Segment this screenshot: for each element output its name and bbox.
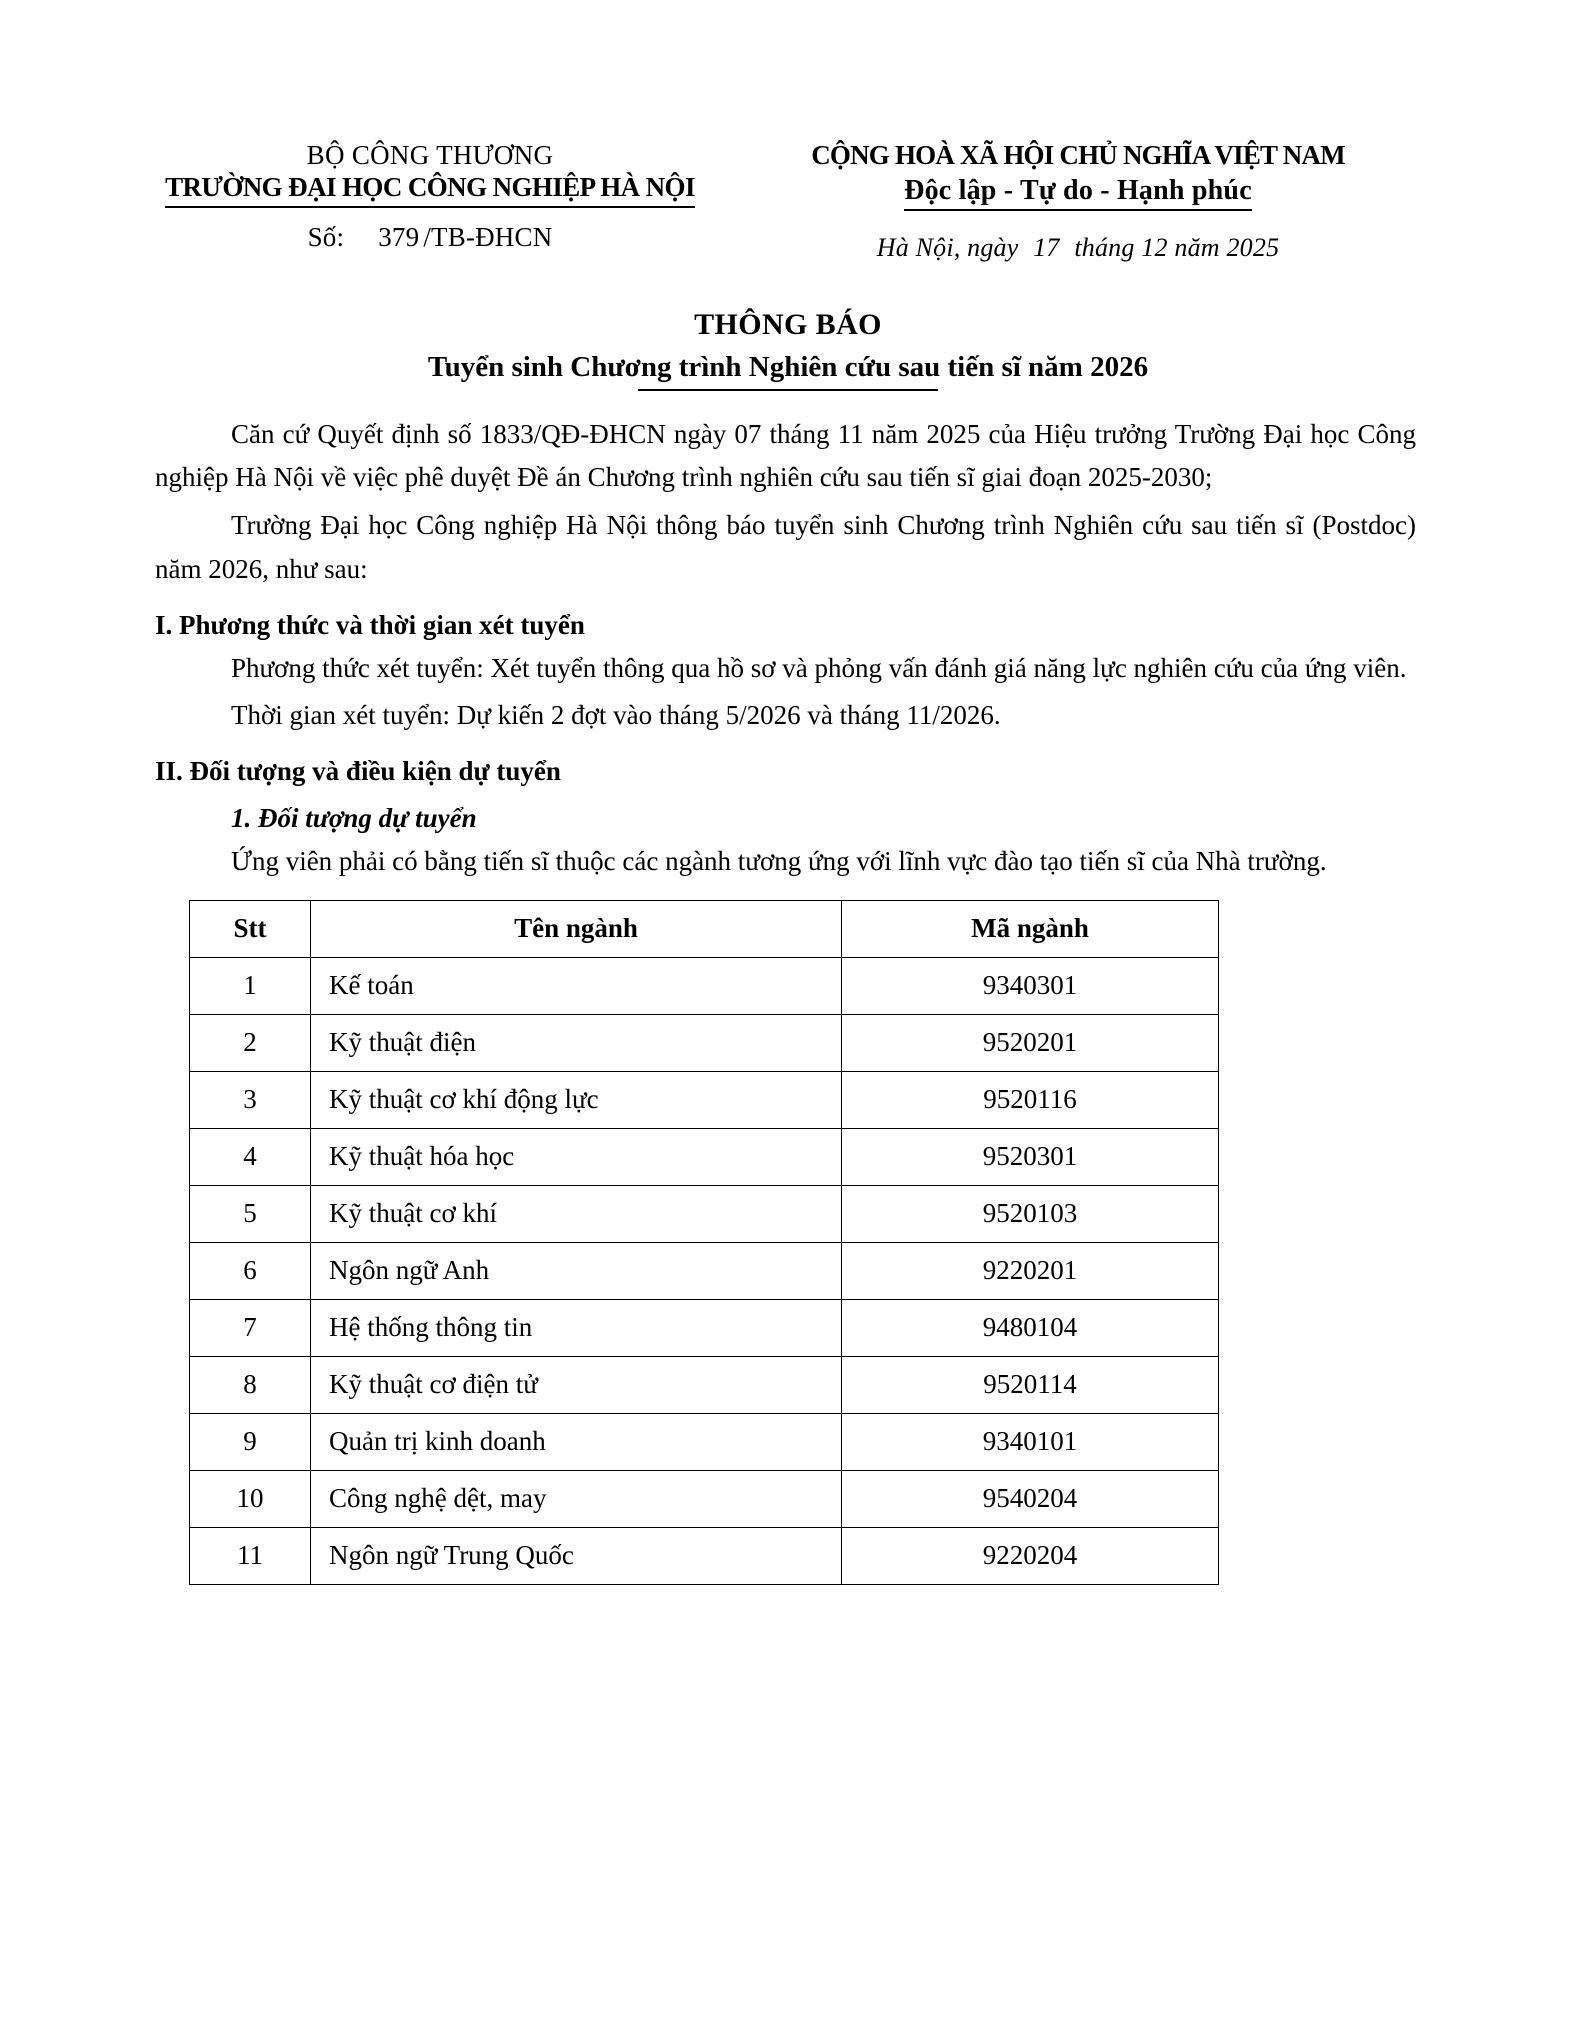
table-row [190, 1470, 1219, 1527]
majors-table-wrapper [0, 900, 1576, 1585]
table-row [190, 1071, 1219, 1128]
cell-major-name: Ngôn ngữ Anh [311, 1242, 842, 1299]
cell-stt: 3 [190, 1071, 311, 1128]
majors-table-head [190, 900, 1219, 957]
cell-major-code: 9220201 [842, 1242, 1219, 1299]
table-row [190, 1527, 1219, 1584]
date-year-label: năm [1174, 232, 1220, 262]
document-title: THÔNG BÁO [694, 307, 882, 341]
majors-table [189, 900, 1219, 1585]
national-motto: Độc lập - Tự do - Hạnh phúc [904, 174, 1252, 211]
cell-major-name: Quản trị kinh doanh [311, 1413, 842, 1470]
cell-major-name: Kỹ thuật cơ khí [311, 1185, 842, 1242]
table-row [190, 1242, 1219, 1299]
cell-major-code: 9480104 [842, 1299, 1219, 1356]
cell-major-code: 9520103 [842, 1185, 1219, 1242]
paragraph-eligibility: Ứng viên phải có bằng tiến sĩ thuộc các ngành tương ứng với lĩnh vực đào tạo tiến sĩ của Nhà trường. [231, 845, 1327, 876]
cell-stt: 8 [190, 1356, 311, 1413]
university-name: TRƯỜNG ĐẠI HỌC CÔNG NGHIỆP HÀ NỘI [165, 172, 695, 208]
cell-stt: 10 [190, 1470, 311, 1527]
document-number-value: 379 [378, 221, 420, 252]
document-number-suffix: /TB-ĐHCN [423, 221, 553, 252]
document-number-label: Số: [307, 221, 345, 252]
column-header-code: Mã ngành [842, 900, 1219, 957]
cell-major-name: Kỹ thuật cơ điện tử [311, 1356, 842, 1413]
title-block [0, 308, 1576, 391]
cell-stt: 9 [190, 1413, 311, 1470]
date-year: 2025 [1226, 232, 1280, 262]
column-header-name: Tên ngành [311, 900, 842, 957]
paragraph-schedule: Thời gian xét tuyển: Dự kiến 2 đợt vào tháng 5/2026 và tháng 11/2026. [231, 700, 1001, 731]
table-row [190, 1413, 1219, 1470]
section-heading-1: I. Phương thức và thời gian xét tuyển [155, 609, 585, 640]
cell-major-name: Kế toán [311, 957, 842, 1014]
cell-stt: 6 [190, 1242, 311, 1299]
document-body [0, 413, 1576, 884]
cell-stt: 5 [190, 1185, 311, 1242]
cell-major-name: Hệ thống thông tin [311, 1299, 842, 1356]
cell-major-name: Kỹ thuật điện [311, 1014, 842, 1071]
document-subtitle: Tuyển sinh Chương trình Nghiên cứu sau tiến sĩ năm 2026 [427, 350, 1149, 383]
cell-major-code: 9520114 [842, 1356, 1219, 1413]
national-title: CỘNG HOÀ XÃ HỘI CHỦ NGHĨA VIỆT NAM [811, 140, 1345, 170]
section-heading-2: II. Đối tượng và điều kiện dự tuyển [155, 755, 561, 786]
subsection-heading-1: 1. Đối tượng dự tuyển [231, 802, 477, 833]
cell-stt: 7 [190, 1299, 311, 1356]
cell-major-code: 9520301 [842, 1128, 1219, 1185]
date-month: 12 [1141, 232, 1168, 262]
subtitle-underline [638, 389, 938, 391]
cell-major-name: Kỹ thuật hóa học [311, 1128, 842, 1185]
paragraph-method: Phương thức xét tuyển: Xét tuyển thông qua hồ sơ và phỏng vấn đánh giá năng lực nghiên cứu của ứng viên. [231, 652, 1407, 683]
cell-stt: 4 [190, 1128, 311, 1185]
table-row [190, 957, 1219, 1014]
document-number-line [150, 222, 710, 254]
cell-major-name: Ngôn ngữ Trung Quốc [311, 1527, 842, 1584]
table-row [190, 1185, 1219, 1242]
header-issuer-block [150, 140, 710, 254]
table-row [190, 1299, 1219, 1356]
place-and-date-line [710, 233, 1446, 264]
table-row [190, 1128, 1219, 1185]
cell-major-name: Kỹ thuật cơ khí động lực [311, 1071, 842, 1128]
paragraph-announcement: Trường Đại học Công nghiệp Hà Nội thông báo tuyển sinh Chương trình Nghiên cứu sau tiến sĩ (Postdoc) năm 2026, như sau: [155, 510, 1416, 584]
majors-table-body [190, 957, 1219, 1584]
paragraph-basis: Căn cứ Quyết định số 1833/QĐ-ĐHCN ngày 07 tháng 11 năm 2025 của Hiệu trưởng Trường Đại học Công nghiệp Hà Nội về việc phê duyệt Đề án Chương trình nghiên cứu sau tiến sĩ giai đoạn 2025-2030; [155, 418, 1416, 493]
date-place: Hà Nội, ngày [876, 232, 1019, 262]
cell-stt: 11 [190, 1527, 311, 1584]
cell-major-code: 9340301 [842, 957, 1219, 1014]
header-national-block [710, 140, 1446, 264]
cell-major-code: 9520116 [842, 1071, 1219, 1128]
cell-major-code: 9540204 [842, 1470, 1219, 1527]
cell-stt: 1 [190, 957, 311, 1014]
date-month-label: tháng [1074, 232, 1135, 262]
cell-stt: 2 [190, 1014, 311, 1071]
cell-major-code: 9520201 [842, 1014, 1219, 1071]
cell-major-code: 9340101 [842, 1413, 1219, 1470]
document-header [0, 0, 1576, 264]
table-row [190, 1356, 1219, 1413]
cell-major-code: 9220204 [842, 1527, 1219, 1584]
date-day: 17 [1033, 232, 1060, 262]
cell-major-name: Công nghệ dệt, may [311, 1470, 842, 1527]
column-header-stt: Stt [190, 900, 311, 957]
table-header-row [190, 900, 1219, 957]
table-row [190, 1014, 1219, 1071]
ministry-name: BỘ CÔNG THƯƠNG [306, 140, 554, 170]
